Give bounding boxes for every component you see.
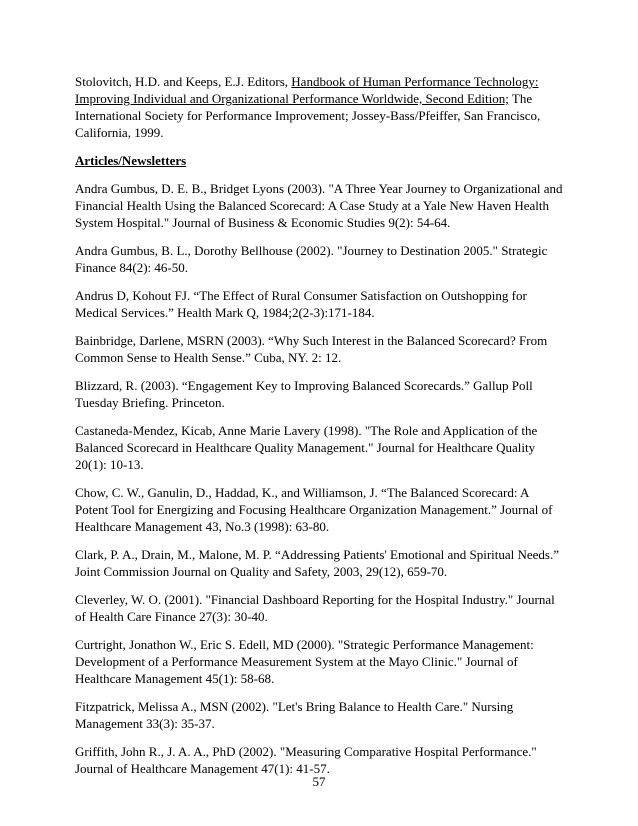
book-publisher: The International Society for Performance Improvement; Jossey-Bass/Pfeiffer, San Francisco, California, 1999. xyxy=(75,91,541,140)
reference-text: Fitzpatrick, Melissa A., MSN (2002). "Let's Bring Balance to Health Care." Nursing Management 33(3): 35-37. xyxy=(75,699,514,731)
reference-text: Clark, P. A., Drain, M., Malone, M. P. “Addressing Patients' Emotional and Spiritual Needs.” Joint Commission Journal on Quality and Safety, 2003, 29(12), 659-70. xyxy=(75,547,560,579)
bibliography xyxy=(75,73,565,788)
reference-text: Castaneda-Mendez, Kicab, Anne Marie Lavery (1998). "The Role and Application of the Balanced Scorecard in Healthcare Quality Management." Journal for Healthcare Quality 20(1): 10-13. xyxy=(75,423,538,472)
reference-entry xyxy=(75,698,565,732)
reference-text: Curtright, Jonathon W., Eric S. Edell, MD (2000). "Strategic Performance Management: Development of a Performance Measurement System at the Mayo Clinic." Journal of Healthcare Management 45(1): 58-68. xyxy=(75,637,534,686)
book-title: Handbook of Human Performance Technology: Improving Individual and Organizational Performance Worldwide, Second Edition; xyxy=(75,74,539,106)
reference-entry xyxy=(75,546,565,580)
reference-text: Griffith, John R., J. A. A., PhD (2002). "Measuring Comparative Hospital Performance." Journal of Healthcare Management 47(1): 41-57. xyxy=(75,744,537,776)
book-reference xyxy=(75,73,565,141)
page-number: 57 xyxy=(312,774,326,789)
reference-text: Chow, C. W., Ganulin, D., Haddad, K., and Williamson, J. “The Balanced Scorecard: A Potent Tool for Energizing and Focusing Healthcare Organization Management.” Journal of Healthcare Management 43, No.3 (1998): 63-80. xyxy=(75,485,553,534)
reference-text: Bainbridge, Darlene, MSRN (2003). “Why Such Interest in the Balanced Scorecard? From Common Sense to Health Sense.” Cuba, NY. 2: 12. xyxy=(75,333,548,365)
section-heading: Articles/Newsletters xyxy=(75,153,187,168)
reference-entry xyxy=(75,332,565,366)
reference-text: Andrus D, Kohout FJ. “The Effect of Rural Consumer Satisfaction on Outshopping for Medical Services.” Health Mark Q, 1984;2(2-3):171-184. xyxy=(75,288,527,320)
reference-text: Cleverley, W. O. (2001). "Financial Dashboard Reporting for the Hospital Industry." Journal of Health Care Finance 27(3): 30-40. xyxy=(75,592,555,624)
reference-entry xyxy=(75,591,565,625)
reference-entry xyxy=(75,743,565,777)
reference-entry xyxy=(75,422,565,473)
book-reference-text xyxy=(75,73,565,141)
reference-text: Andra Gumbus, D. E. B., Bridget Lyons (2003). "A Three Year Journey to Organizational and Financial Health Using the Balanced Scorecard: A Case Study at a Yale New Haven Health System Hospital." Journal of Business & Economic Studies 9(2): 54-64. xyxy=(75,181,563,230)
reference-entry xyxy=(75,180,565,231)
reference-entry xyxy=(75,636,565,687)
reference-text: Blizzard, R. (2003). “Engagement Key to Improving Balanced Scorecards.” Gallup Poll Tuesday Briefing. Princeton. xyxy=(75,378,533,410)
reference-entry xyxy=(75,287,565,321)
book-authors: Stolovitch, H.D. and Keeps, E.J. Editors, xyxy=(75,74,292,89)
reference-text: Andra Gumbus, B. L., Dorothy Bellhouse (2002). "Journey to Destination 2005." Strategic Finance 84(2): 46-50. xyxy=(75,243,548,275)
reference-entry xyxy=(75,377,565,411)
reference-entry xyxy=(75,242,565,276)
reference-entry xyxy=(75,484,565,535)
